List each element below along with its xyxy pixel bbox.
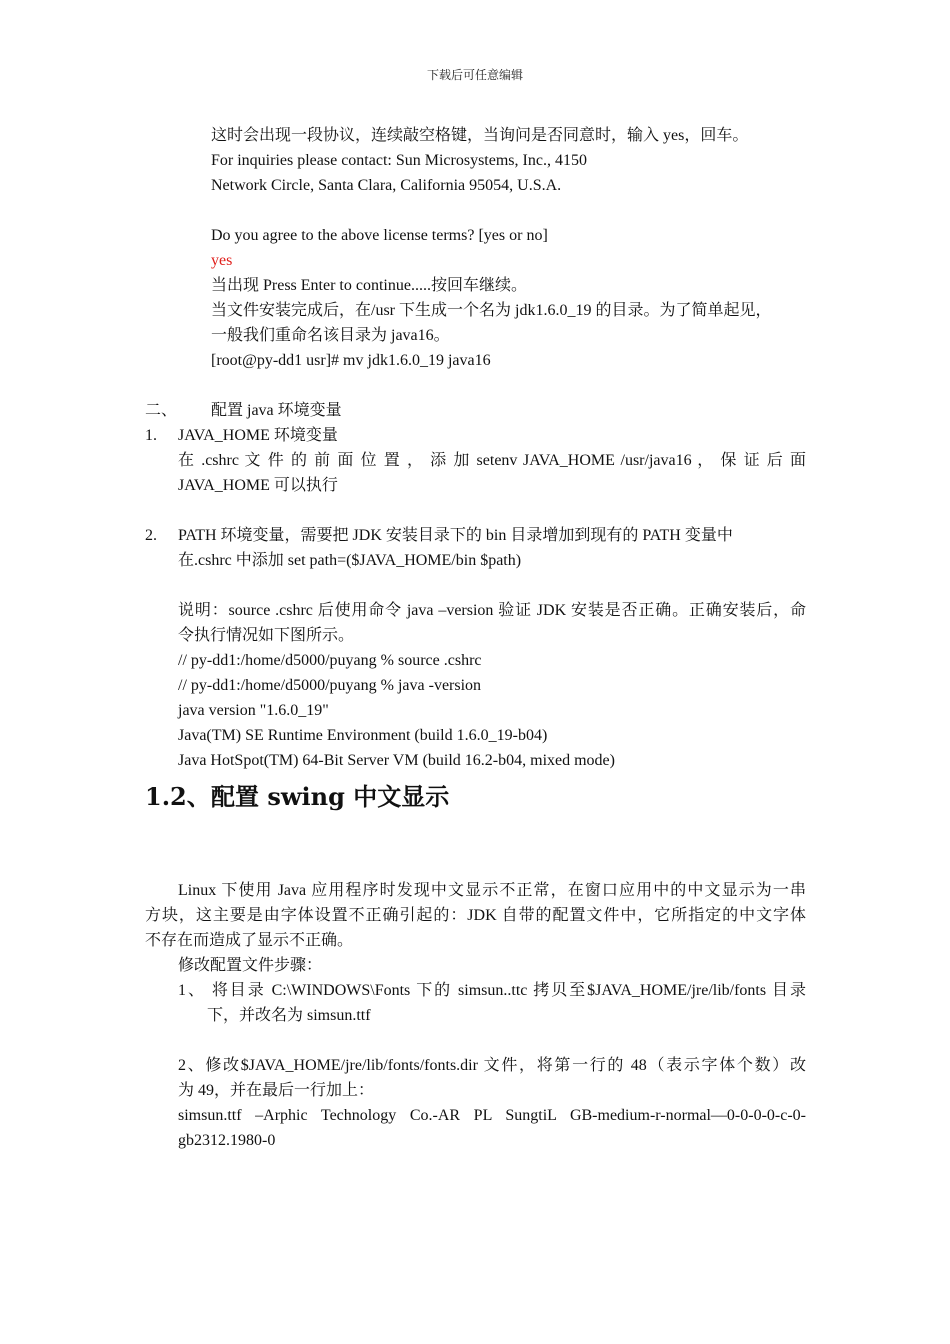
text-line: 当出现 Press Enter to continue.....按回车继续。 [211,277,527,294]
item-text: JAVA_HOME 可以执行 [178,477,338,494]
step-line: gb2312.1980-0 [178,1132,276,1149]
text-line: For inquiries please contact: Sun Microsystems, Inc., 4150 [211,152,587,169]
paragraph-line: 方块，这主要是由字体设置不正确引起的：JDK 自带的配置文件中，它所指定的中文字体 [145,907,806,924]
text-line: Do you agree to the above license terms? [yes or no] [211,227,548,244]
section-title: 配置 java 环境变量 [211,402,342,419]
output-line: Java(TM) SE Runtime Environment (build 1.6.0_19-b04) [178,727,548,744]
paragraph-line: Linux 下使用 Java 应用程序时发现中文显示不正常，在窗口应用中的中文显示为一串 [178,882,806,899]
heading-number: 1.2、 [145,782,211,811]
heading-title: 配置 swing 中文显示 [211,782,450,811]
paragraph-line: 修改配置文件步骤： [178,957,323,974]
command-line: // py-dd1:/home/d5000/puyang % java -version [178,677,482,694]
item-text: 在 .cshrc 文 件 的 前 面 位 置 ， 添 加 setenv JAVA_HOME /usr/java16 ， 保 证 后 面 [178,452,806,469]
item-title: JAVA_HOME 环境变量 [178,427,338,444]
text-line: 当文件安装完成后，在/usr 下生成一个名为 jdk1.6.0_19 的目录。为了简单起见， [211,302,772,319]
text-line: 一般我们重命名该目录为 java16。 [211,327,450,344]
item-text: 在.cshrc 中添加 set path=($JAVA_HOME/bin $path) [178,552,522,569]
text-line: Network Circle, Santa Clara, California 95054, U.S.A. [211,177,562,194]
command-line: [root@py-dd1 usr]# mv jdk1.6.0_19 java16 [211,352,491,369]
step-line: 为 49，并在最后一行加上： [178,1082,375,1099]
output-line: java version "1.6.0_19" [178,702,329,719]
command-line: // py-dd1:/home/d5000/puyang % source .cshrc [178,652,482,669]
note-text: 说明：source .cshrc 后使用命令 java –version 验证 JDK 安装是否正确。正确安装后，命 [178,602,806,619]
page-header: 下载后可任意编辑 [426,68,523,82]
item-number: 2. [145,527,157,544]
text-line: 这时会出现一段协议，连续敲空格键，当询问是否同意时，输入 yes，回车。 [211,127,749,144]
item-title: PATH 环境变量，需要把 JDK 安装目录下的 bin 目录增加到现有的 PATH 变量中 [178,527,733,544]
output-line: Java HotSpot(TM) 64-Bit Server VM (build 16.2-b04, mixed mode) [178,752,615,769]
step-line: 1、 将目录 C:\WINDOWS\Fonts 下的 simsun..ttc 拷贝至$JAVA_HOME/jre/lib/fonts 目录 [178,982,806,999]
paragraph-line: 不存在而造成了显示不正确。 [145,932,354,949]
section-number: 二、 [145,402,178,419]
answer-yes: yes [211,252,233,269]
step-line: 下，并改名为 simsun.ttf [207,1007,371,1024]
step-line: simsun.ttf –Arphic Technology Co.-AR PL SungtiL GB-medium-r-normal—0-0-0-0-c-0- [178,1107,806,1124]
step-line: 2、修改$JAVA_HOME/jre/lib/fonts/fonts.dir 文件，将第一行的 48（表示字体个数）改 [178,1057,806,1074]
note-text: 令执行情况如下图所示。 [178,627,355,644]
item-number: 1. [145,427,157,444]
